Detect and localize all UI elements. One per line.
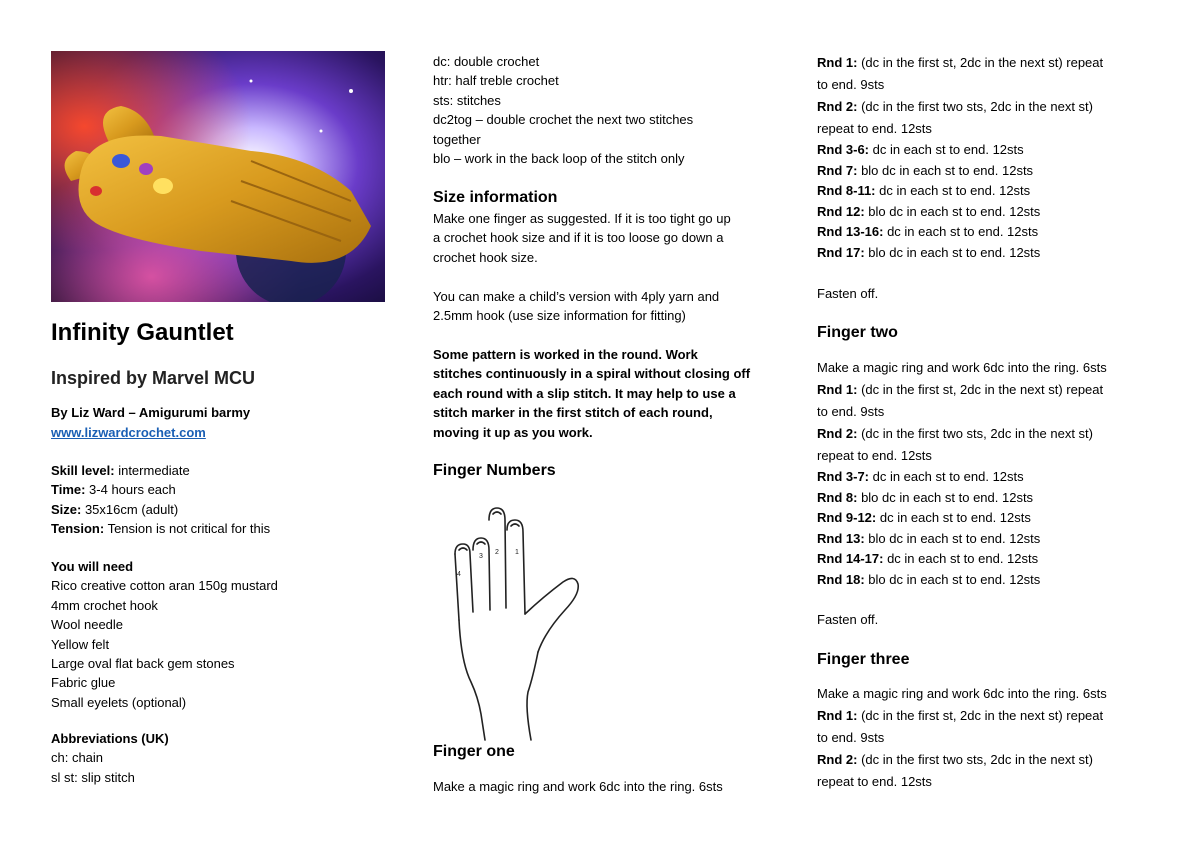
- paragraph-line: stitches continuously in a spiral without closing off: [433, 366, 751, 382]
- detail-value: Tension is not critical for this: [104, 521, 271, 537]
- round-row: [817, 161, 1103, 182]
- round-row: [817, 749, 1107, 771]
- round-text: blo dc in each st to end. 12sts: [864, 530, 1041, 546]
- abbreviations-list-continued: [433, 52, 693, 168]
- round-text: blo dc in each st to end. 12sts: [864, 244, 1041, 260]
- round-text: blo dc in each st to end. 12sts: [857, 489, 1034, 505]
- list-item: Small eyelets (optional): [51, 694, 187, 710]
- paragraph-line: You can make a child’s version with 4ply yarn and: [433, 289, 720, 304]
- round-label: Rnd 9-12:: [817, 510, 877, 525]
- round-text: dc in each st to end. 12sts: [869, 142, 1024, 157]
- finger-one-intro: Make a magic ring and work 6dc into the ring. 6sts: [433, 779, 723, 794]
- round-row: [817, 488, 1107, 509]
- finger-two-heading: Finger two: [817, 324, 898, 341]
- list-item: Fabric glue: [51, 675, 116, 691]
- list-item: dc: double crochet: [433, 54, 540, 69]
- round-label: Rnd 3-7:: [817, 469, 869, 484]
- detail-label: Time:: [51, 482, 86, 498]
- round-row: [817, 467, 1107, 488]
- round-row: [817, 508, 1107, 529]
- round-text: (dc in the first st, 2dc in the next st) repeat: [857, 55, 1104, 70]
- list-item: sts: stitches: [433, 92, 501, 108]
- round-text-cont: to end. 9sts: [817, 77, 885, 92]
- round-label: Rnd 2:: [817, 752, 858, 767]
- size-information-para2: [433, 287, 719, 326]
- size-information-para1: [433, 209, 731, 267]
- paragraph-line: each round with a slip stitch. It may help to use a: [433, 385, 736, 401]
- list-item: 4mm crochet hook: [51, 597, 158, 613]
- detail-label: Skill level:: [51, 463, 115, 478]
- round-text: (dc in the first two sts, 2dc in the next st): [857, 99, 1093, 114]
- detail-skill-level: [51, 461, 270, 480]
- hand-diagram: [433, 502, 593, 742]
- round-text-cont: to end. 9sts: [817, 404, 885, 419]
- website-link[interactable]: www.lizwardcrochet.com: [51, 425, 206, 440]
- gauntlet-photo-graphic: [51, 51, 385, 302]
- round-text: blo dc in each st to end. 12sts: [864, 203, 1041, 219]
- detail-value: intermediate: [114, 463, 190, 478]
- round-row: [817, 52, 1103, 74]
- abbreviations-heading: Abbreviations (UK): [51, 731, 169, 746]
- round-row: [817, 379, 1107, 401]
- round-label: Rnd 1:: [817, 382, 858, 397]
- paragraph-line: Some pattern is worked in the round. Work: [433, 347, 698, 362]
- page-subtitle: Inspired by Marvel MCU: [51, 368, 256, 388]
- detail-value: 3-4 hours each: [85, 482, 176, 498]
- materials-list: [51, 557, 278, 712]
- list-item: Rico creative cotton aran 150g mustard: [51, 578, 278, 594]
- pattern-details: [51, 461, 270, 539]
- byline: By Liz Ward – Amigurumi barmy: [51, 405, 251, 420]
- finger-label: 4: [457, 571, 461, 578]
- round-text: dc in each st to end. 12sts: [875, 183, 1031, 198]
- round-text-cont: to end. 9sts: [817, 730, 885, 745]
- list-item: Large oval flat back gem stones: [51, 656, 235, 672]
- round-row: [817, 202, 1103, 223]
- paragraph-line: stitch marker in the first stitch of each round,: [433, 405, 713, 421]
- round-row: [817, 96, 1103, 118]
- finger-two-end: Fasten off.: [817, 612, 879, 627]
- list-item: Yellow felt: [51, 636, 110, 652]
- round-label: Rnd 7:: [817, 162, 858, 178]
- round-text: (dc in the first st, 2dc in the next st) repeat: [857, 382, 1104, 397]
- round-label: Rnd 17:: [817, 244, 865, 260]
- list-item: htr: half treble crochet: [433, 73, 559, 89]
- round-row: [817, 243, 1103, 264]
- detail-label: Tension:: [51, 521, 105, 537]
- finger-label: 1: [515, 549, 519, 556]
- round-text: dc in each st to end. 12sts: [883, 551, 1039, 566]
- paragraph-line: Make one finger as suggested. If it is too tight go up: [433, 211, 731, 226]
- round-text: (dc in the first two sts, 2dc in the next st): [857, 752, 1093, 767]
- finger-label: 3: [479, 553, 483, 560]
- round-row: [817, 705, 1107, 727]
- size-information-para3: [433, 345, 750, 442]
- page-title: Infinity Gauntlet: [51, 319, 234, 346]
- round-text: dc in each st to end. 12sts: [876, 510, 1031, 525]
- finger-one-heading: Finger one: [433, 743, 515, 760]
- round-row: [817, 140, 1103, 161]
- detail-size: [51, 500, 270, 519]
- round-text: dc in each st to end. 12sts: [869, 469, 1024, 484]
- detail-value: 35x16cm (adult): [81, 501, 179, 517]
- round-text: (dc in the first st, 2dc in the next st) repeat: [857, 708, 1104, 723]
- list-item: dc2tog – double crochet the next two stitches: [433, 112, 694, 128]
- round-row: [817, 222, 1103, 243]
- detail-time: [51, 480, 270, 499]
- round-row: [817, 549, 1107, 570]
- round-row: [817, 423, 1107, 445]
- round-label: Rnd 2:: [817, 99, 858, 114]
- round-label: Rnd 18:: [817, 571, 865, 587]
- paragraph-line: crochet hook size.: [433, 249, 538, 265]
- round-text-cont: repeat to end. 12sts: [817, 121, 932, 136]
- round-label: Rnd 14-17:: [817, 551, 884, 566]
- detail-tension: [51, 519, 270, 538]
- round-label: Rnd 8:: [817, 489, 858, 505]
- finger-two-intro: Make a magic ring and work 6dc into the ring. 6sts: [817, 360, 1107, 375]
- round-label: Rnd 13:: [817, 530, 865, 546]
- finger-numbers-heading: Finger Numbers: [433, 462, 556, 479]
- list-item: sl st: slip stitch: [51, 769, 135, 785]
- list-item: together: [433, 131, 481, 147]
- round-label: Rnd 1:: [817, 55, 858, 70]
- round-label: Rnd 1:: [817, 708, 858, 723]
- round-text: dc in each st to end. 12sts: [883, 224, 1039, 239]
- list-item: ch: chain: [51, 750, 104, 766]
- finger-one-rounds: [817, 52, 1103, 263]
- paragraph-line: moving it up as you work.: [433, 424, 593, 440]
- finger-one-end: Fasten off.: [817, 286, 879, 301]
- round-row: [817, 181, 1103, 202]
- finger-two-rounds: [817, 357, 1107, 590]
- round-text-cont: repeat to end. 12sts: [817, 774, 932, 789]
- finger-three-intro: Make a magic ring and work 6dc into the ring. 6sts: [817, 686, 1107, 701]
- round-label: Rnd 3-6:: [817, 142, 869, 157]
- size-information-heading: Size information: [433, 189, 558, 206]
- paragraph-line: 2.5mm hook (use size information for fitting): [433, 308, 686, 324]
- materials-heading: You will need: [51, 559, 134, 574]
- list-item: Wool needle: [51, 617, 124, 633]
- gauntlet-photo: [51, 51, 385, 302]
- round-text-cont: repeat to end. 12sts: [817, 448, 932, 463]
- round-label: Rnd 12:: [817, 203, 865, 219]
- finger-label: 2: [495, 549, 499, 556]
- abbreviations-list: [51, 729, 169, 787]
- round-label: Rnd 8-11:: [817, 183, 876, 198]
- round-row: [817, 570, 1107, 591]
- hand-outline-icon: [433, 502, 593, 742]
- paragraph-line: a crochet hook size and if it is too loose go down a: [433, 230, 724, 246]
- round-row: [817, 529, 1107, 550]
- finger-three-heading: Finger three: [817, 651, 910, 668]
- round-text: blo dc in each st to end. 12sts: [864, 571, 1041, 587]
- round-label: Rnd 13-16:: [817, 224, 884, 239]
- round-text: blo dc in each st to end. 12sts: [857, 162, 1034, 178]
- round-label: Rnd 2:: [817, 426, 858, 441]
- detail-label: Size:: [51, 501, 82, 517]
- finger-three-rounds: [817, 683, 1107, 793]
- round-text: (dc in the first two sts, 2dc in the next st): [857, 426, 1093, 441]
- list-item: blo – work in the back loop of the stitch only: [433, 151, 685, 167]
